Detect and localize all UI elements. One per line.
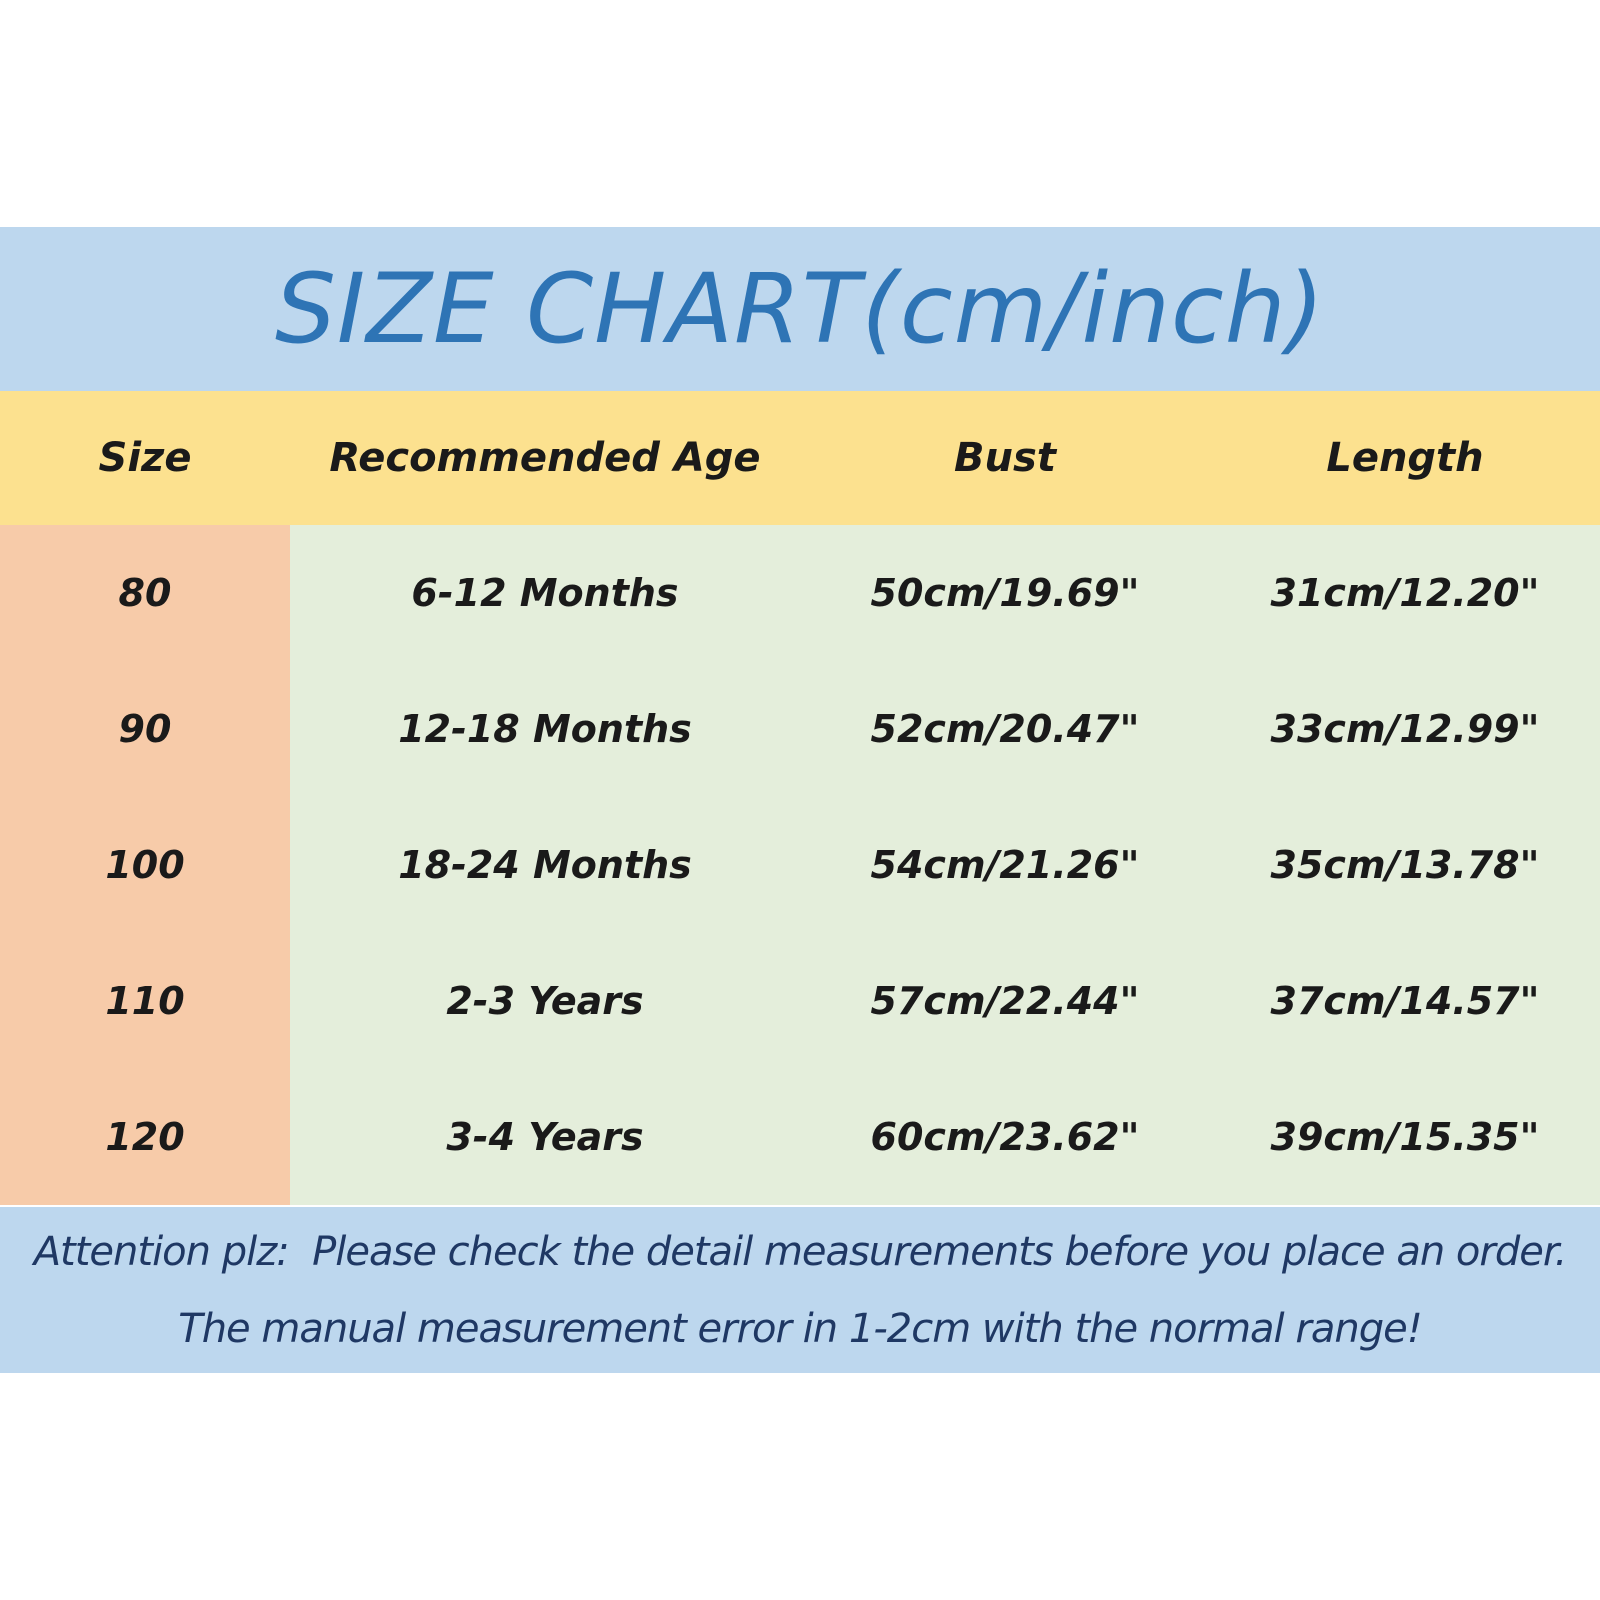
column-header-age: Recommended Age bbox=[290, 391, 800, 525]
title-band bbox=[0, 227, 1600, 391]
table-header-row bbox=[0, 391, 1600, 525]
table-row bbox=[0, 525, 1600, 661]
table-row bbox=[0, 797, 1600, 933]
table-cell-size: 100 bbox=[0, 797, 290, 933]
table-cell-length: 37cm/14.57" bbox=[1210, 933, 1600, 1069]
table-row bbox=[0, 933, 1600, 1069]
table-cell-bust: 54cm/21.26" bbox=[800, 797, 1210, 933]
table-cell-size: 110 bbox=[0, 933, 290, 1069]
table-cell-size: 90 bbox=[0, 661, 290, 797]
table-cell-bust: 50cm/19.69" bbox=[800, 525, 1210, 661]
table-cell-length: 33cm/12.99" bbox=[1210, 661, 1600, 797]
size-table bbox=[0, 391, 1600, 1205]
table-cell-size: 80 bbox=[0, 525, 290, 661]
table-cell-age: 2-3 Years bbox=[290, 933, 800, 1069]
table-cell-length: 31cm/12.20" bbox=[1210, 525, 1600, 661]
table-cell-age: 6-12 Months bbox=[290, 525, 800, 661]
table-row bbox=[0, 661, 1600, 797]
table-row bbox=[0, 1069, 1600, 1205]
table-cell-length: 35cm/13.78" bbox=[1210, 797, 1600, 933]
column-header-size: Size bbox=[0, 391, 290, 525]
attention-line-1: Attention plz: Please check the detail measurements before you place an order. bbox=[33, 1228, 1567, 1275]
table-cell-age: 3-4 Years bbox=[290, 1069, 800, 1205]
table-cell-bust: 52cm/20.47" bbox=[800, 661, 1210, 797]
column-header-length: Length bbox=[1210, 391, 1600, 525]
table-cell-size: 120 bbox=[0, 1069, 290, 1205]
page-title: SIZE CHART(cm/inch) bbox=[274, 253, 1326, 365]
table-cell-bust: 57cm/22.44" bbox=[800, 933, 1210, 1069]
table-cell-age: 12-18 Months bbox=[290, 661, 800, 797]
column-header-bust: Bust bbox=[800, 391, 1210, 525]
attention-line-2: The manual measurement error in 1-2cm with the normal range! bbox=[178, 1305, 1422, 1352]
table-cell-bust: 60cm/23.62" bbox=[800, 1069, 1210, 1205]
attention-note-band bbox=[0, 1207, 1600, 1373]
table-cell-length: 39cm/15.35" bbox=[1210, 1069, 1600, 1205]
table-cell-age: 18-24 Months bbox=[290, 797, 800, 933]
